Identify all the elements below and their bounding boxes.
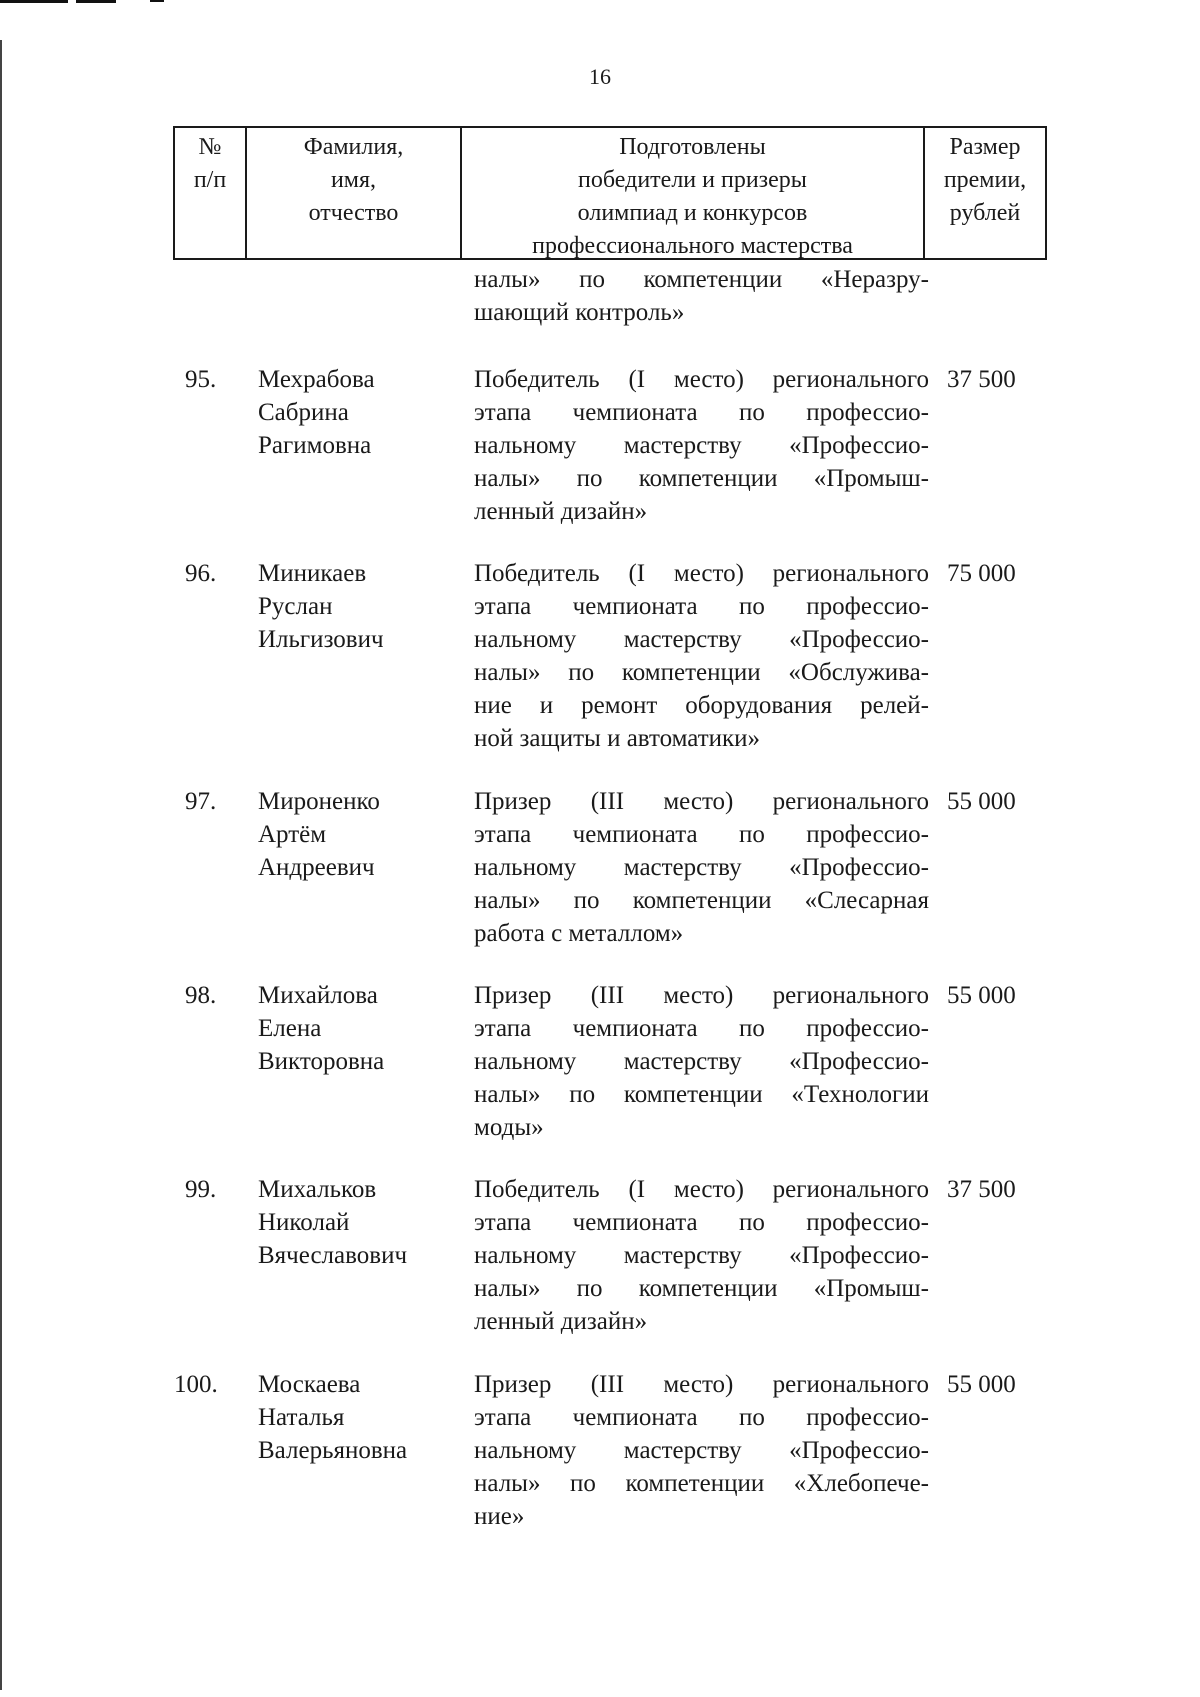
description-line: ной защиты и автоматики» [474, 725, 761, 752]
description-line: налы» по компетенции «Слесарная [474, 887, 929, 914]
description-line: нальному мастерству «Профессио- [474, 432, 929, 459]
name-part: Вячеславович [258, 1242, 408, 1269]
name-part: Рагимовна [258, 432, 372, 459]
description-line: ние» [474, 1503, 525, 1530]
row-number: 99. [185, 1176, 217, 1203]
name-part: Михайлова [258, 982, 378, 1009]
prize-amount: 55 000 [947, 982, 1016, 1009]
name-part: Андреевич [258, 854, 375, 881]
person-name [258, 1368, 458, 1467]
prize-amount: 55 000 [947, 1371, 1016, 1398]
page-number: 16 [589, 64, 611, 89]
description-line: этапа чемпионата по профессио- [474, 1404, 929, 1431]
description-line: моды» [474, 1114, 544, 1141]
person-name [258, 1173, 458, 1272]
prize-amount: 75 000 [947, 560, 1016, 587]
scan-artifact [0, 40, 2, 1690]
description-line: ленный дизайн» [474, 498, 648, 525]
achievement-description [474, 785, 929, 950]
description-line: ние и ремонт оборудования релей- [474, 692, 929, 719]
name-part: Николай [258, 1209, 350, 1236]
person-name [258, 979, 458, 1078]
description-line: этапа чемпионата по профессио- [474, 399, 929, 426]
person-name [258, 363, 458, 462]
name-part: Артём [258, 821, 327, 848]
description-line: нальному мастерству «Профессио- [474, 1242, 929, 1269]
continuation-line: шающий контроль» [474, 299, 685, 326]
row-number: 98. [185, 982, 217, 1009]
description-line: Призер (III место) регионального [474, 982, 929, 1009]
name-part: Михальков [258, 1176, 377, 1203]
name-part: Ильгизович [258, 626, 384, 653]
description-line: нальному мастерству «Профессио- [474, 626, 929, 653]
description-line: этапа чемпионата по профессио- [474, 593, 929, 620]
row-number: 95. [185, 366, 217, 393]
description-line: налы» по компетенции «Промыш- [474, 1275, 929, 1302]
person-name [258, 557, 458, 656]
name-part: Викторовна [258, 1048, 385, 1075]
name-part: Сабрина [258, 399, 349, 426]
description-line: нальному мастерству «Профессио- [474, 1437, 929, 1464]
description-line: налы» по компетенции «Хлебопече- [474, 1470, 929, 1497]
header-col-name: Фамилия, имя, отчество [247, 128, 462, 258]
row-number: 97. [185, 788, 217, 815]
row-number: 100. [174, 1371, 218, 1398]
achievement-description [474, 1173, 929, 1338]
description-line: налы» по компетенции «Обслужива- [474, 659, 929, 686]
header-col-description: Подготовлены победители и призеры олимпиад и конкурсов профессионального мастерства [462, 128, 925, 258]
description-line: Победитель (I место) регионального [474, 366, 929, 393]
person-name [258, 785, 458, 884]
description-line: Призер (III место) регионального [474, 788, 929, 815]
name-part: Елена [258, 1015, 322, 1042]
description-line: работа с металлом» [474, 920, 684, 947]
continuation-line: налы» по компетенции «Неразру- [474, 266, 929, 293]
scan-artifact [150, 0, 164, 2]
header-col-number: № п/п [175, 128, 247, 258]
name-part: Миникаев [258, 560, 367, 587]
prize-amount: 37 500 [947, 366, 1016, 393]
description-line: нальному мастерству «Профессио- [474, 1048, 929, 1075]
description-line: налы» по компетенции «Технологии [474, 1081, 929, 1108]
prize-amount: 37 500 [947, 1176, 1016, 1203]
achievement-description [474, 557, 929, 755]
row-number: 96. [185, 560, 217, 587]
achievement-description [474, 363, 929, 528]
description-line: этапа чемпионата по профессио- [474, 1015, 929, 1042]
table-header [173, 126, 1047, 260]
description-line: этапа чемпионата по профессио- [474, 821, 929, 848]
name-part: Наталья [258, 1404, 345, 1431]
description-line: Победитель (I место) регионального [474, 1176, 929, 1203]
header-col-prize: Размер премии, рублей [943, 134, 1027, 226]
description-line: нальному мастерству «Профессио- [474, 854, 929, 881]
name-part: Валерьяновна [258, 1437, 408, 1464]
description-line: Призер (III место) регионального [474, 1371, 929, 1398]
achievement-description [474, 979, 929, 1144]
achievement-description [474, 1368, 929, 1533]
name-part: Мироненко [258, 788, 380, 815]
name-part: Москаева [258, 1371, 361, 1398]
scan-artifact [0, 0, 68, 3]
description-line: налы» по компетенции «Промыш- [474, 465, 929, 492]
description-line: ленный дизайн» [474, 1308, 648, 1335]
name-part: Руслан [258, 593, 333, 620]
description-line: Победитель (I место) регионального [474, 560, 929, 587]
scan-artifact [76, 0, 116, 3]
prize-amount: 55 000 [947, 788, 1016, 815]
description-line: этапа чемпионата по профессио- [474, 1209, 929, 1236]
continuation-text [474, 263, 929, 329]
name-part: Мехрабова [258, 366, 375, 393]
